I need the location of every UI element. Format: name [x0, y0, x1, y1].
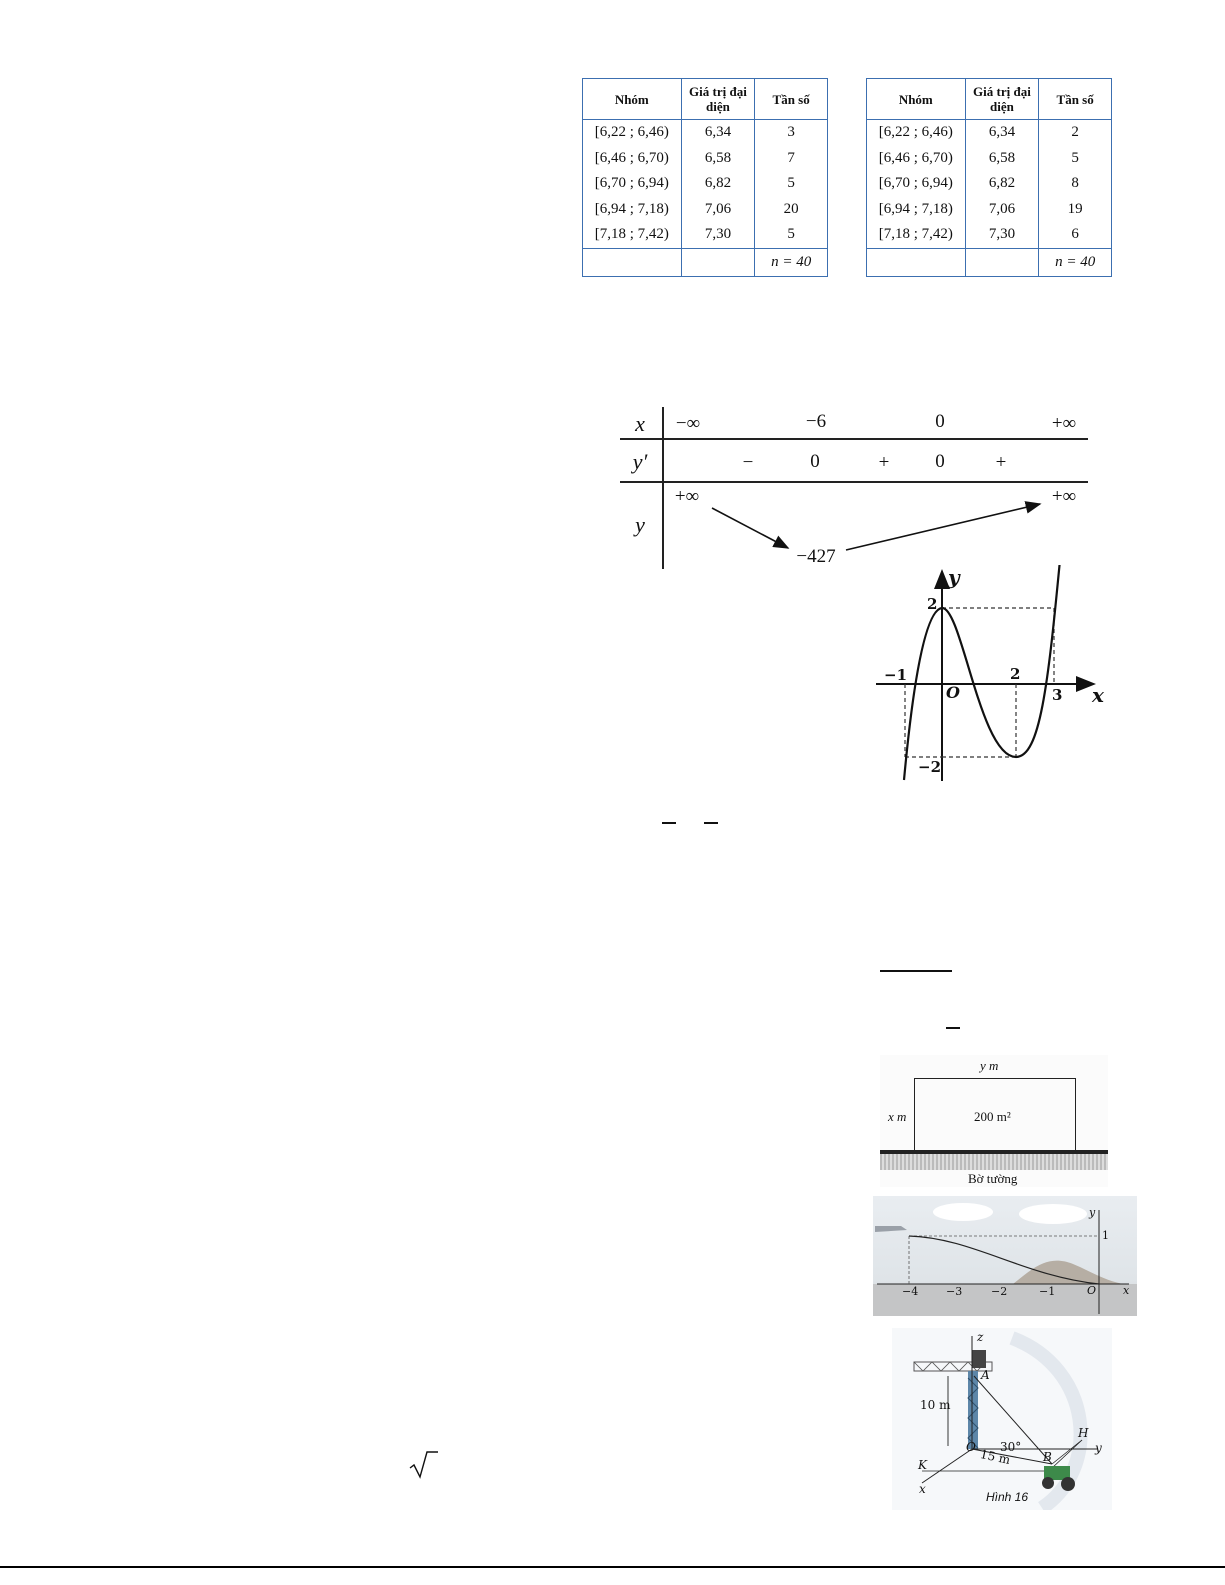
axis-x-label: x	[1092, 683, 1104, 707]
x-value: −∞	[675, 413, 701, 434]
yprime-value: 0	[935, 451, 945, 472]
plane-origin: O	[1087, 1284, 1097, 1297]
airplane-icon	[875, 1226, 907, 1232]
plane-axis-x: x	[1123, 1284, 1130, 1297]
table-total-row	[867, 248, 1112, 276]
function-graph	[870, 565, 1110, 785]
plane-y-tick: 1	[1102, 1229, 1109, 1242]
fraction-bar	[662, 822, 676, 824]
y-value: +∞	[1051, 486, 1077, 507]
origin-label: O	[946, 683, 960, 702]
yprime-sign: +	[878, 452, 890, 473]
table-total-row	[583, 248, 828, 276]
crane-angle-label: 30°	[1000, 1440, 1022, 1454]
yprime-sign: +	[995, 452, 1007, 473]
crane-figure	[892, 1328, 1112, 1510]
page-bottom-rule	[0, 1566, 1225, 1568]
axis-y-label: y	[948, 565, 960, 589]
fence-side-label: x m	[888, 1109, 907, 1124]
fraction-bar	[704, 822, 718, 824]
header-representative: Giá trị đại diện	[965, 79, 1039, 120]
row-label-x: x	[635, 411, 645, 436]
y-value: +∞	[674, 486, 700, 507]
crane-label-x: x	[919, 1482, 926, 1496]
fence-top-label: y m	[980, 1058, 999, 1073]
total-cell: n = 40	[755, 248, 828, 276]
y-tick: −2	[918, 758, 942, 776]
table-row: [6,94 ; 7,18) 7,06 20	[583, 197, 828, 223]
row-label-y: y	[635, 512, 645, 537]
crane-label-z: z	[977, 1330, 984, 1344]
table-row: [6,22 ; 6,46) 6,34 2	[867, 120, 1112, 146]
crane-height-label: 10 m	[920, 1398, 951, 1412]
fence-area-label: 200 m²	[974, 1109, 1011, 1124]
header-frequency: Tần số	[755, 79, 828, 120]
fraction-bar	[946, 1027, 960, 1029]
crane-label-B: B	[1043, 1450, 1052, 1464]
fence-figure	[880, 1055, 1108, 1187]
plane-x-tick: −4	[902, 1285, 919, 1298]
radical-sign	[408, 1450, 438, 1480]
plane-x-tick: −1	[1039, 1285, 1056, 1298]
yprime-value: 0	[810, 451, 820, 472]
table-row: [6,22 ; 6,46) 6,34 3	[583, 120, 828, 146]
crane-label-y: y	[1095, 1441, 1102, 1455]
crane-caption: Hình 16	[986, 1490, 1029, 1504]
row-label-yprime: y′	[632, 449, 648, 474]
header-group: Nhóm	[867, 79, 966, 120]
x-tick: 2	[1010, 665, 1021, 683]
x-tick: 3	[1052, 686, 1063, 704]
yprime-sign: −	[742, 452, 754, 473]
crane-label-A: A	[981, 1368, 990, 1382]
header-group: Nhóm	[583, 79, 682, 120]
x-value: 0	[935, 411, 945, 432]
plane-x-tick: −3	[946, 1285, 963, 1298]
plane-axis-y: y	[1089, 1206, 1096, 1219]
plane-svg	[873, 1196, 1137, 1316]
header-representative: Giá trị đại diện	[681, 79, 755, 120]
table-row: [6,70 ; 6,94) 6,82 8	[867, 171, 1112, 197]
frequency-table-2	[866, 78, 1112, 277]
frequency-table-1	[582, 78, 828, 277]
y-value: −427	[796, 546, 836, 567]
crane-label-H: H	[1078, 1426, 1089, 1440]
crane-label-K: K	[918, 1458, 927, 1472]
table-row: [6,94 ; 7,18) 7,06 19	[867, 197, 1112, 223]
table-row: [7,18 ; 7,42) 7,30 5	[583, 222, 828, 248]
table-row: [6,46 ; 6,70) 6,58 7	[583, 146, 828, 172]
crane-distance-label: 15 m	[978, 1446, 1012, 1468]
x-value: −6	[805, 411, 827, 432]
table-row: [7,18 ; 7,42) 7,30 6	[867, 222, 1112, 248]
plane-x-tick: −2	[991, 1285, 1008, 1298]
total-cell: n = 40	[1039, 248, 1112, 276]
x-tick: −1	[884, 666, 908, 684]
table-row: [6,46 ; 6,70) 6,58 5	[867, 146, 1112, 172]
crane-label-O: O	[966, 1440, 976, 1454]
x-value: +∞	[1051, 413, 1077, 434]
y-tick: 2	[927, 595, 938, 613]
header-frequency: Tần số	[1039, 79, 1112, 120]
table-row: [6,70 ; 6,94) 6,82 5	[583, 171, 828, 197]
wall-label: Bờ tường	[968, 1171, 1018, 1186]
fraction-bar	[880, 970, 952, 972]
plane-landing-figure	[873, 1196, 1137, 1316]
